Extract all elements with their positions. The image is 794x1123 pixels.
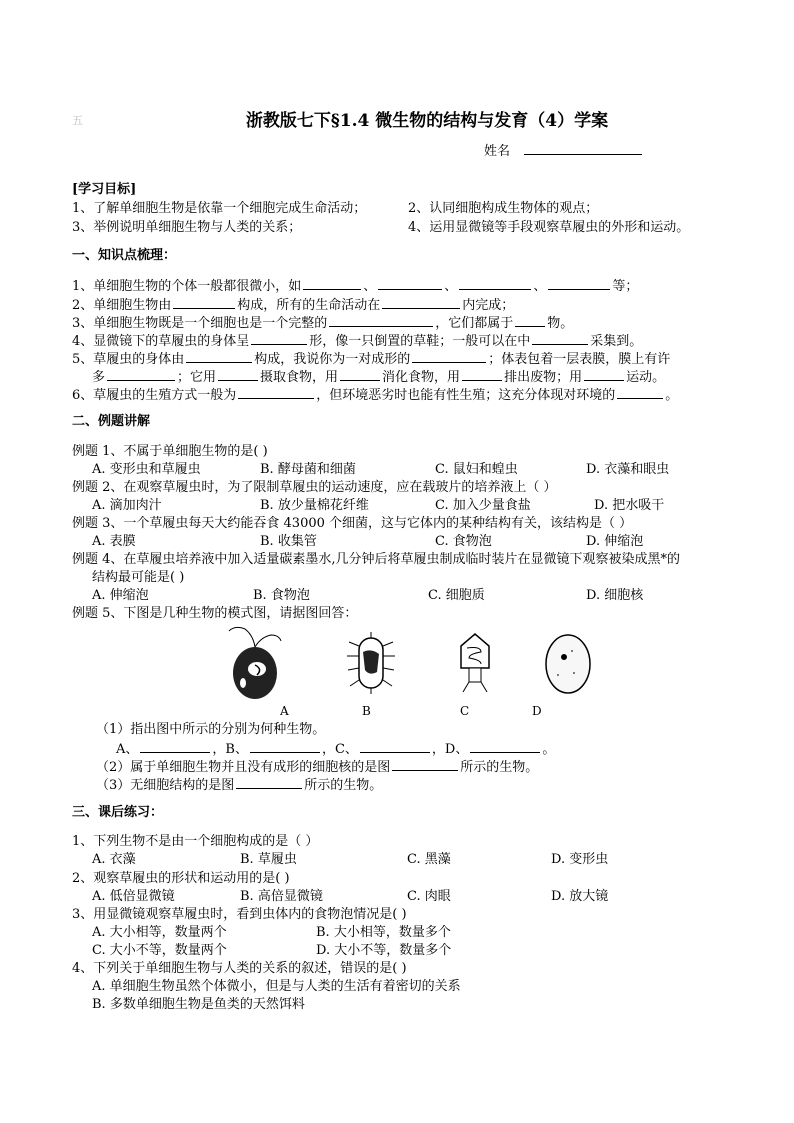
practice-3-option-b[interactable]: B. 大小相等，数量多个 (316, 925, 451, 940)
example-5: 例题 5、下图是几种生物的模式图，请据图回答： (72, 606, 358, 621)
example-2-option-c[interactable]: C. 加入少量食盐 (435, 498, 531, 513)
example-4-option-c[interactable]: C. 细胞质 (428, 588, 485, 603)
example-3-option-c[interactable]: C. 食物泡 (435, 534, 492, 549)
practice-4: 4、下列关于单细胞生物与人类的关系的叙述，错误的是( ) (72, 961, 407, 976)
knowledge-q5-cont: 多 ；它用 摄取食物，用 消化食物，用 排出废物；用 运动。 (92, 367, 665, 387)
example-1-option-b[interactable]: B. 酵母菌和细菌 (260, 462, 356, 477)
example-4: 例题 4、在草履虫培养液中加入适量碳素墨水,几分钟后将草履虫制成临时装片在显微镜下观察被染成黑*的 (72, 552, 681, 567)
practice-2-option-c[interactable]: C. 肉眼 (407, 889, 451, 904)
yeast-figure (544, 633, 592, 695)
objective-4: 4、运用显微镜等手段观察草履虫的外形和运动。 (408, 220, 690, 235)
knowledge-q6: 6、草履虫的生殖方式一般为 ，但环境恶劣时也能有性生殖；这充分体现对环境的 。 (72, 385, 678, 405)
name-field (484, 140, 644, 159)
practice-1-option-b[interactable]: B. 草履虫 (240, 852, 297, 867)
watermark: 五 (72, 114, 83, 127)
example-3-option-a[interactable]: A. 表膜 (92, 534, 136, 549)
figure-label-a: A (280, 704, 289, 718)
example-1-option-a[interactable]: A. 变形虫和草履虫 (92, 462, 201, 477)
section2-heading: 二、例题讲解 (72, 414, 151, 429)
practice-3-option-c[interactable]: C. 大小不等，数量两个 (92, 943, 227, 958)
objective-1: 1、了解单细胞生物是依靠一个细胞完成生命活动； (72, 201, 367, 216)
example-2-option-d[interactable]: D. 把水吸干 (594, 498, 665, 513)
example-4-option-d[interactable]: D. 细胞核 (586, 588, 644, 603)
example-4-option-a[interactable]: A. 伸缩泡 (92, 588, 149, 603)
section1-heading: 一、知识点梳理： (72, 248, 177, 263)
practice-2-option-a[interactable]: A. 低倍显微镜 (92, 889, 175, 904)
example-2: 例题 2、在观察草履虫时，为了限制草履虫的运动速度，应在载玻片的培养液上（ ） (72, 480, 557, 495)
practice-1: 1、下列生物不是由一个细胞构成的是（ ） (72, 834, 319, 849)
practice-1-option-a[interactable]: A. 衣藻 (92, 852, 136, 867)
practice-1-option-c[interactable]: C. 黑藻 (407, 852, 451, 867)
objectives-heading: [学习目标] (72, 182, 137, 197)
figure-label-b: B (362, 704, 371, 718)
figure-label-c: C (460, 704, 470, 718)
practice-2-option-b[interactable]: B. 高倍显微镜 (240, 889, 323, 904)
objective-2: 2、认同细胞构成生物体的观点； (408, 201, 599, 216)
example-3: 例题 3、一个草履虫每天大约能吞食 43000 个细菌，这与它体内的某种结构有关，该结构是（ ） (72, 516, 633, 531)
knowledge-q1: 1、单细胞生物的个体一般都很微小，如 、 、 、 等； (72, 276, 638, 296)
practice-3: 3、用显微镜观察草履虫时，看到虫体内的食物泡情况是( ) (72, 907, 407, 922)
page-title: 浙教版七下§1.4 微生物的结构与发育（4）学案 (245, 111, 609, 131)
example-3-option-d[interactable]: D. 伸缩泡 (586, 534, 644, 549)
knowledge-q4: 4、显微镜下的草履虫的身体呈 形，像一只倒置的草鞋；一般可以在中 采集到。 (72, 331, 642, 351)
knowledge-q3: 3、单细胞生物既是一个细胞也是一个完整的 ，它们都属于 物。 (72, 313, 573, 333)
virus-figure (455, 632, 495, 694)
section3-heading: 三、课后练习： (72, 805, 164, 820)
example-5-q3: （3）无细胞结构的是图 所示的生物。 (96, 775, 382, 795)
practice-2-option-d[interactable]: D. 放大镜 (551, 889, 609, 904)
example-5-q1-blanks: A、 ，B、 ，C、 ，D、 。 (116, 739, 555, 759)
example-2-option-a[interactable]: A. 滴加肉汁 (92, 498, 162, 513)
example-4-cont: 结构最可能是( ) (92, 570, 185, 585)
example-4-option-b[interactable]: B. 食物泡 (253, 588, 310, 603)
bacterium-figure (345, 632, 397, 694)
figure-label-d: D (532, 704, 542, 718)
name-label: 姓名 (484, 144, 511, 159)
example-5-q1: （1）指出图中所示的分别为何种生物。 (96, 722, 326, 737)
name-blank[interactable] (524, 141, 642, 155)
practice-3-option-a[interactable]: A. 大小相等，数量两个 (92, 925, 227, 940)
practice-3-option-d[interactable]: D. 大小不等，数量多个 (316, 943, 452, 958)
practice-4-option-b[interactable]: B. 多数单细胞生物是鱼类的天然饵料 (92, 997, 305, 1012)
example-1-option-d[interactable]: D. 衣藻和眼虫 (586, 462, 670, 477)
example-1: 例题 1、不属于单细胞生物的是( ) (72, 444, 268, 459)
example-5-q2: （2）属于单细胞生物并且没有成形的细胞核的是图 所示的生物。 (96, 757, 538, 777)
example-1-option-c[interactable]: C. 鼠妇和蝗虫 (435, 462, 518, 477)
practice-1-option-d[interactable]: D. 变形虫 (551, 852, 609, 867)
practice-2: 2、观察草履虫的形状和运动用的是( ) (72, 871, 290, 886)
example-3-option-b[interactable]: B. 收集管 (260, 534, 317, 549)
objective-3: 3、举例说明单细胞生物与人类的关系； (72, 220, 302, 235)
euglena-figure (225, 625, 283, 703)
example-2-option-b[interactable]: B. 放少量棉花纤维 (260, 498, 369, 513)
knowledge-q5: 5、草履虫的身体由 构成，我说你为一对成形的 ；体表包着一层表膜，膜上有许 (72, 349, 670, 369)
practice-4-option-a[interactable]: A. 单细胞生物虽然个体微小，但是与人类的生活有着密切的关系 (92, 979, 461, 994)
knowledge-q2: 2、单细胞生物由 构成，所有的生命活动在 内完成； (72, 295, 514, 315)
